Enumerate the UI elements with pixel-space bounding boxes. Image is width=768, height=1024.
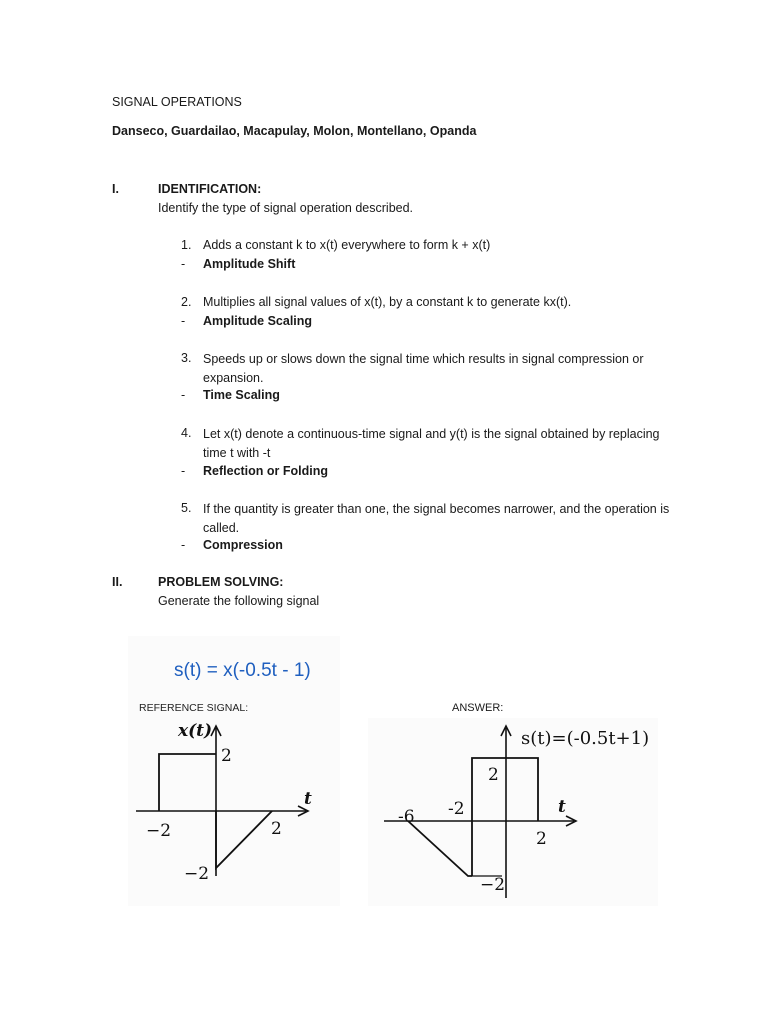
- item-3-answer: Time Scaling: [203, 388, 280, 402]
- item-3-dash: -: [181, 388, 186, 402]
- reference-label: REFERENCE SIGNAL:: [139, 702, 249, 714]
- ans-xlabel: t: [558, 797, 566, 817]
- ans-x-right-label: 2: [536, 829, 547, 849]
- section-2-numeral: II.: [112, 575, 123, 589]
- section-1-numeral: I.: [112, 182, 119, 196]
- ref-y-top-label: 2: [221, 746, 232, 766]
- ans-y-bottom-label: −2: [480, 875, 506, 895]
- ref-y-bottom-label: −2: [184, 864, 210, 884]
- item-4-number: 4.: [181, 426, 192, 440]
- item-3-number: 3.: [181, 351, 192, 365]
- ref-ramp: [216, 811, 272, 868]
- authors-line: Danseco, Guardailao, Macapulay, Molon, Montellano, Opanda: [112, 124, 477, 138]
- ans-rect-pulse: [472, 758, 538, 876]
- ans-ylabel: s(t)=(-0.5t+1): [521, 728, 650, 749]
- document-title: SIGNAL OPERATIONS: [112, 95, 242, 109]
- item-1-question: Adds a constant k to x(t) everywhere to form k + x(t): [203, 238, 491, 252]
- item-1-answer: Amplitude Shift: [203, 257, 296, 271]
- item-1-dash: -: [181, 257, 186, 271]
- ref-x-left-label: −2: [146, 821, 172, 841]
- ref-ylabel: x(t): [178, 721, 213, 741]
- item-5-number: 5.: [181, 501, 192, 515]
- ans-ramp: [408, 821, 472, 876]
- equation-text: s(t) = x(-0.5t - 1): [174, 660, 311, 681]
- item-3-question: Speeds up or slows down the signal time which results in signal compression or expansion.: [203, 352, 644, 385]
- reference-signal-figure: [128, 636, 340, 906]
- item-1-number: 1.: [181, 238, 192, 252]
- answer-label: ANSWER:: [452, 702, 504, 714]
- item-2-question: Multiplies all signal values of x(t), by a constant k to generate kx(t).: [203, 295, 572, 309]
- section-1-heading: IDENTIFICATION:: [158, 182, 262, 196]
- item-5-dash: -: [181, 538, 186, 552]
- item-2-dash: -: [181, 314, 186, 328]
- section-2-heading: PROBLEM SOLVING:: [158, 575, 284, 589]
- ans-x-far-left-label: -6: [398, 807, 415, 827]
- section-1-instruction: Identify the type of signal operation described.: [158, 201, 414, 215]
- item-5-answer: Compression: [203, 538, 283, 552]
- reference-signal-plot: [128, 636, 340, 906]
- item-5-question: If the quantity is greater than one, the signal becomes narrower, and the operation is called.: [203, 502, 670, 535]
- ans-y-top-label: 2: [488, 765, 499, 785]
- ref-x-right-label: 2: [271, 819, 282, 839]
- section-2-instruction: Generate the following signal: [158, 594, 320, 608]
- ref-rect-pulse: [159, 754, 216, 811]
- item-2-number: 2.: [181, 295, 192, 309]
- ref-xlabel: t: [304, 789, 312, 809]
- answer-signal-figure: [368, 718, 658, 906]
- answer-signal-plot: [368, 718, 658, 906]
- item-4-question: Let x(t) denote a continuous-time signal and y(t) is the signal obtained by replacing time t with -t: [203, 427, 660, 460]
- item-4-dash: -: [181, 464, 186, 478]
- ans-x-left-label: -2: [448, 799, 465, 819]
- item-2-answer: Amplitude Scaling: [203, 314, 313, 328]
- item-4-answer: Reflection or Folding: [203, 464, 328, 478]
